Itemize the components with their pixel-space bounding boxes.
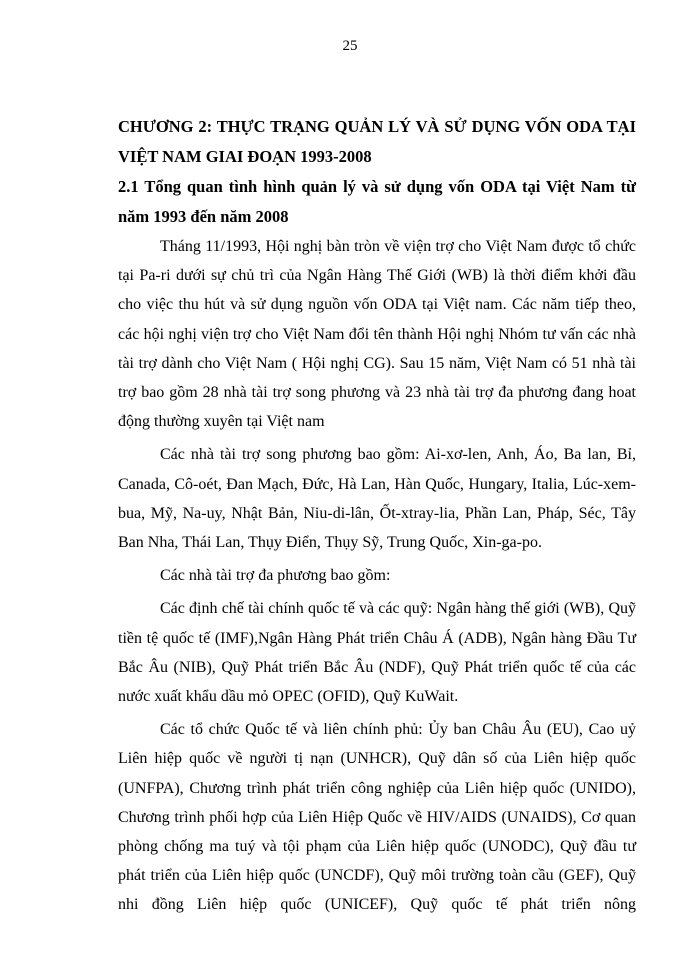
- paragraph-international-organizations: Các tổ chức Quốc tế và liên chính phủ: Ủy ban Châu Âu (EU), Cao uỷ Liên hiệp quốc về người tị nạn (UNHCR), Quỹ dân số của Liên hiệp quốc (UNFPA), Chương trình phát triển công nghiệp của Liên hiệp quốc (UNIDO), Chương trình phối hợp của Liên Hiệp Quốc về HIV/AIDS (UNAIDS), Cơ quan phòng chống ma tuý và tội phạm của Liên hiệp quốc (UNODC), Quỹ đầu tư phát triển của Liên hiệp quốc (UNCDF), Quỹ môi trường toàn cầu (GEF), Quỹ nhi đồng Liên hiệp quốc (UNICEF), Quỹ quốc tế phát triển nông: [118, 721, 636, 914]
- section-title: 2.1 Tổng quan tình hình quản lý và sử dụng vốn ODA tại Việt Nam từ năm 1993 đến năm 2008: [118, 177, 636, 226]
- page-content: [118, 112, 636, 924]
- paragraph-history: Tháng 11/1993, Hội nghị bàn tròn về viện trợ cho Việt Nam được tổ chức tại Pa-ri dưới sự chủ trì của Ngân Hàng Thế Giới (WB) là thời điểm khởi đầu cho việc thu hút và sử dụng nguồn vốn ODA tại Việt nam. Các năm tiếp theo, các hội nghị viện trợ cho Việt Nam đổi tên thành Hội nghị Nhóm tư vấn các nhà tài trợ dành cho Việt Nam ( Hội nghị CG). Sau 15 năm, Việt Nam có 51 nhà tài trợ bao gồm 28 nhà tài trợ song phương và 23 nhà tài trợ đa phương đang hoat động thường xuyên tại Việt nam: [118, 238, 636, 431]
- page-number: 25: [342, 38, 358, 54]
- chapter-title: CHƯƠNG 2: THỰC TRẠNG QUẢN LÝ VÀ SỬ DỤNG VỐN ODA TẠI VIỆT NAM GIAI ĐOẠN 1993-2008: [118, 117, 636, 166]
- paragraph-financial-institutions: Các định chế tài chính quốc tế và các quỹ: Ngân hàng thế giới (WB), Quỹ tiền tệ quốc tế (IMF),Ngân Hàng Phát triển Châu Á (ADB), Ngân hàng Đầu Tư Bắc Âu (NIB), Quỹ Phát triển Bắc Âu (NDF), Quỹ Phát triển quốc tế của các nước xuất khẩu dầu mỏ OPEC (OFID), Quỹ KuWait.: [118, 600, 636, 706]
- paragraph-bilateral-donors: Các nhà tài trợ song phương bao gồm: Ai-xơ-len, Anh, Áo, Ba lan, Bỉ, Canada, Cô-oét, Đan Mạch, Đức, Hà Lan, Hàn Quốc, Hungary, Italia, Lúc-xem-bua, Mỹ, Na-uy, Nhật Bản, Niu-di-lân, Ốt-xtray-lia, Phần Lan, Pháp, Séc, Tây Ban Nha, Thái Lan, Thụy Điển, Thụy Sỹ, Trung Quốc, Xin-ga-po.: [118, 446, 636, 552]
- paragraph-multilateral-intro: Các nhà tài trợ đa phương bao gồm:: [160, 567, 391, 585]
